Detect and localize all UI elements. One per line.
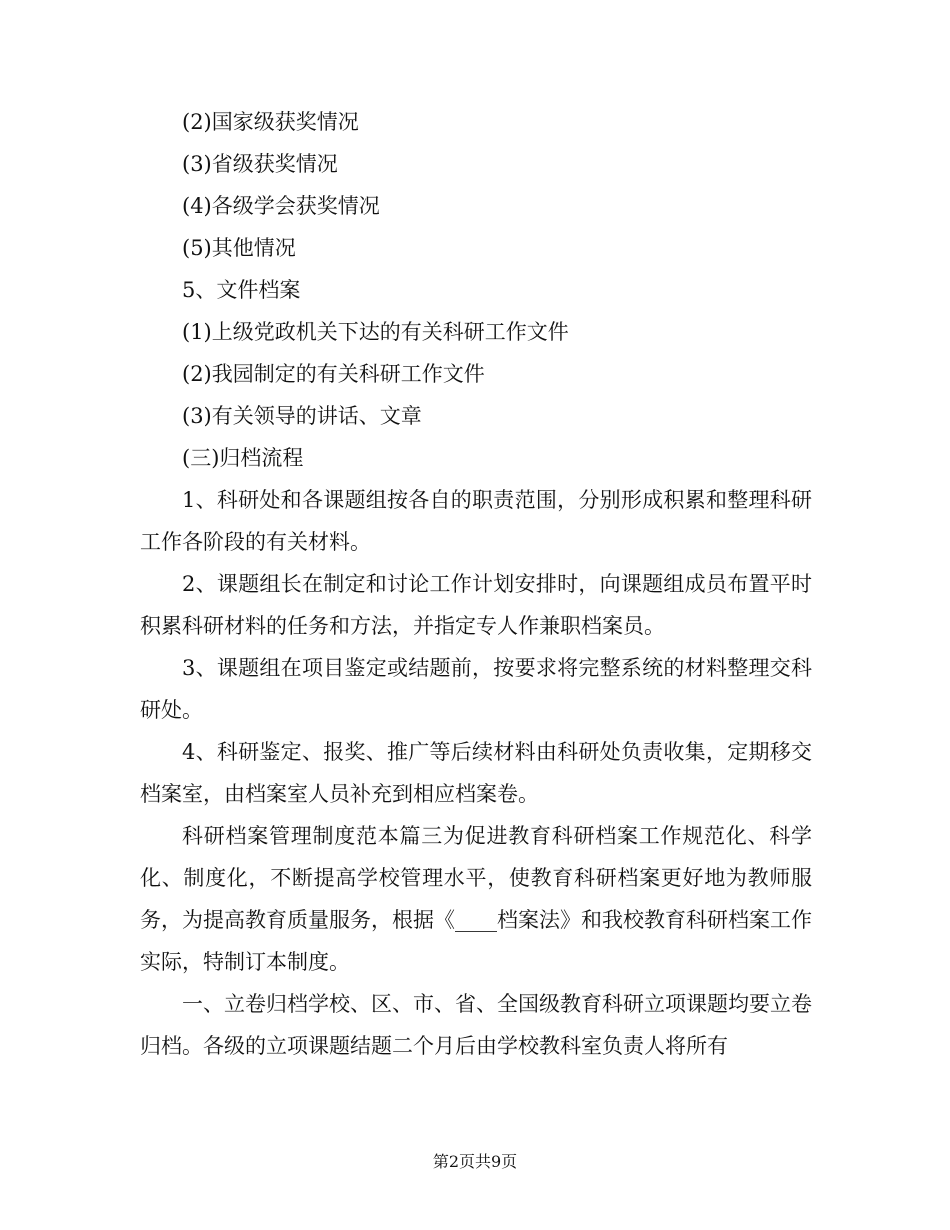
paragraph: 一、立卷归档学校、区、市、省、全国级教育科研立项课题均要立卷归档。各级的立项课题结题二个月后由学校教科室负责人将所有 (140, 992, 812, 1058)
paragraph: (1)上级党政机关下达的有关科研工作文件 (182, 320, 569, 344)
paragraph: (2)国家级获奖情况 (182, 110, 359, 134)
paragraph: 5、文件档案 (182, 278, 301, 302)
paragraph: (5)其他情况 (182, 236, 296, 260)
paragraph: (4)各级学会获奖情况 (182, 194, 380, 218)
paragraph: 1、科研处和各课题组按各自的职责范围，分别形成积累和整理科研工作各阶段的有关材料。 (140, 488, 812, 554)
paragraph: (3)省级获奖情况 (182, 152, 338, 176)
paragraph: (3)有关领导的讲话、文章 (182, 404, 422, 428)
page-number-footer: 第2页共9页 (432, 1152, 518, 1171)
paragraph: 4、科研鉴定、报奖、推广等后续材料由科研处负责收集，定期移交档案室，由档案室人员补充到相应档案卷。 (140, 740, 812, 806)
paragraph: (2)我园制定的有关科研工作文件 (182, 362, 485, 386)
paragraph: 2、课题组长在制定和讨论工作计划安排时，向课题组成员布置平时积累科研材料的任务和方法，并指定专人作兼职档案员。 (140, 572, 812, 638)
document-body (140, 101, 812, 1067)
paragraph: 3、课题组在项目鉴定或结题前，按要求将完整系统的材料整理交科研处。 (140, 656, 812, 722)
section-heading: (三)归档流程 (182, 446, 304, 470)
paragraph: 科研档案管理制度范本篇三为促进教育科研档案工作规范化、科学化、制度化，不断提高学校管理水平，使教育科研档案更好地为教师服务，为提高教育质量服务，根据《____档案法》和我校教育科研档案工作实际，特制订本制度。 (140, 824, 812, 974)
